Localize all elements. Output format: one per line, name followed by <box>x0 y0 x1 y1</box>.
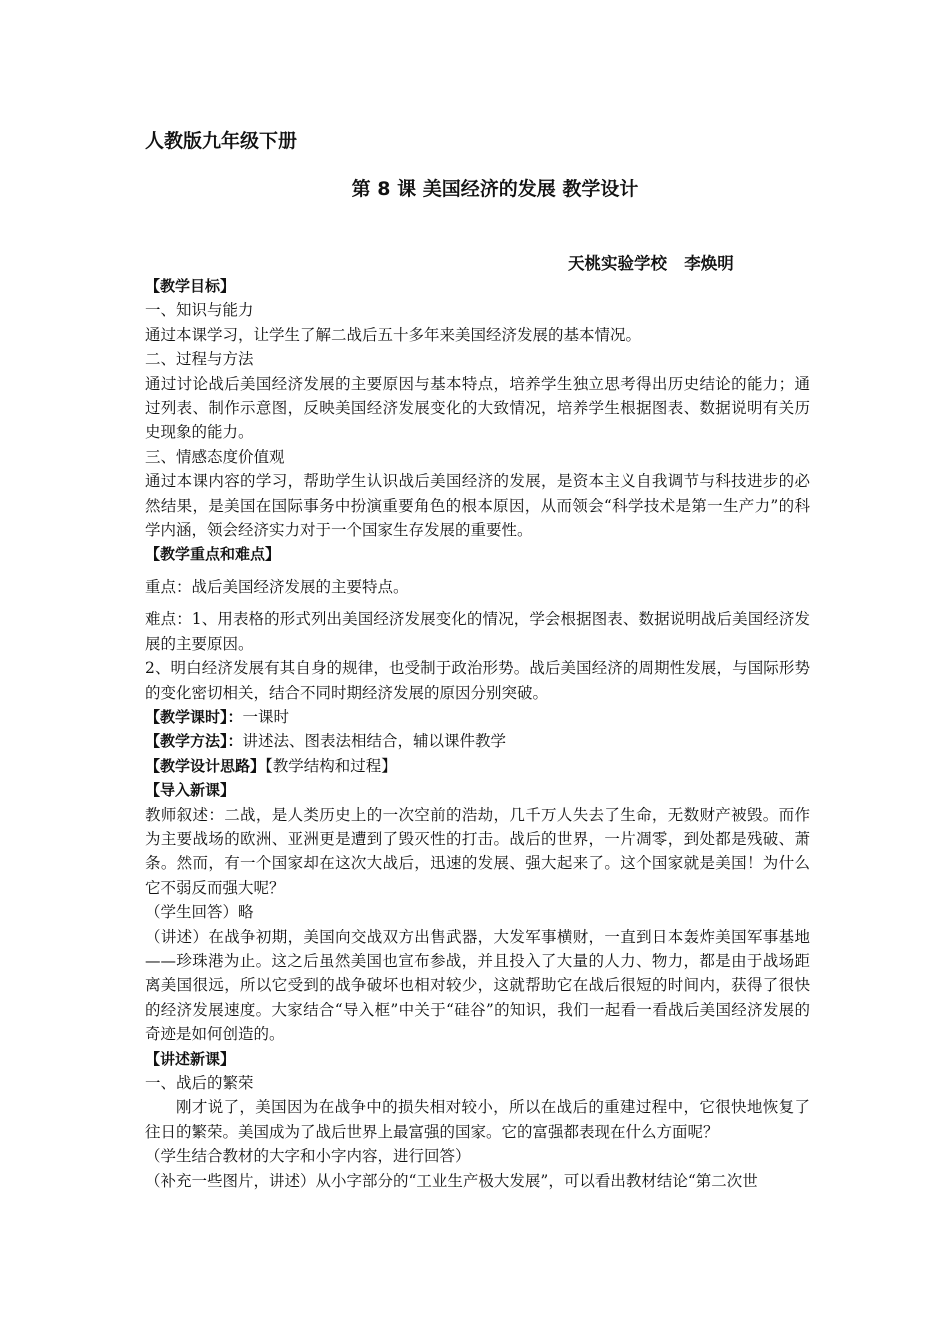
objective-3-title: 三、情感态度价值观 <box>145 447 285 466</box>
intro-heading: 【导入新课】 <box>145 781 236 800</box>
lesson-title: 第 8 课 美国经济的发展 教学设计 <box>351 178 639 200</box>
methods-label: 【教学方法】： <box>145 732 243 751</box>
hours-label: 【教学课时】： <box>145 707 243 726</box>
intro-paragraph-1: 教师叙述：二战，是人类历史上的一次空前的浩劫，几千万人失去了生命，无数财产被毁。而作为主要战场的欧洲、亚洲更是遭到了毁灭性的打击。战后的世界，一片凋零，到处都是残破、萧条。然而，有一个国家却在这次大战后，迅速的发展、强大起来了。这个国家就是美国！为什么它不弱反而强大呢？ <box>145 805 810 897</box>
book-heading: 人教版九年级下册 <box>145 130 298 152</box>
objectives-heading: 【教学目标】 <box>145 277 236 295</box>
design-line <box>145 754 810 778</box>
difficult-point-2: 2、明白经济发展有其自身的规律，也受制于政治形势。战后美国经济的周期性发展，与国际形势的变化密切相关，结合不同时期经济发展的原因分别突破。 <box>145 659 810 702</box>
methods-line <box>145 729 810 753</box>
lesson-paragraph-2: （学生结合教材的大字和小字内容，进行回答） <box>145 1147 471 1166</box>
design-label: 【教学设计思路】 <box>145 756 266 775</box>
objective-1-title: 一、知识与能力 <box>145 301 254 320</box>
author-line: 天桃实验学校 李焕明 <box>568 254 734 273</box>
lesson-heading: 【讲述新课】 <box>145 1049 236 1068</box>
difficult-point-1: 难点：1、用表格的形式列出美国经济发展变化的情况，学会根据图表、数据说明战后美国经济发展的主要原因。 <box>145 610 810 653</box>
lesson-paragraph-3: （补充一些图片，讲述）从小字部分的“工业生产极大发展”，可以看出教材结论“第二次世 <box>145 1171 758 1190</box>
key-points-heading: 【教学重点和难点】 <box>145 545 281 564</box>
objective-1-text: 通过本课学习，让学生了解二战后五十多年来美国经济发展的基本情况。 <box>145 325 642 344</box>
document-body <box>145 274 810 1193</box>
objective-2-title: 二、过程与方法 <box>145 350 254 369</box>
lesson-section-1-title: 一、战后的繁荣 <box>145 1074 254 1092</box>
key-point: 重点：战后美国经济发展的主要特点。 <box>145 577 409 596</box>
hours-line <box>145 705 810 729</box>
objective-2-text: 通过讨论战后美国经济发展的主要原因与基本特点，培养学生独立思考得出历史结论的能力；通过列表、制作示意图，反映美国经济发展变化的大致情况，培养学生根据图表、数据说明有关历史现象的能力。 <box>145 374 810 442</box>
intro-paragraph-3: （讲述）在战争初期，美国向交战双方出售武器，大发军事横财，一直到日本轰炸美国军事基地——珍珠港为止。这之后虽然美国也宣布参战，并且投入了大量的人力、物力，都是由于战场距离美国很远，所以它受到的战争破坏也相对较少，这就帮助它在战后很短的时间内，获得了很快的经济发展速度。大家结合“导入框”中关于“硅谷”的知识，我们一起看一看战后美国经济发展的奇迹是如何创造的。 <box>145 927 810 1044</box>
methods-value: 讲述法、图表法相结合，辅以课件教学 <box>242 732 507 751</box>
hours-value: 一课时 <box>242 707 290 726</box>
objective-3-text: 通过本课内容的学习，帮助学生认识战后美国经济的发展，是资本主义自我调节与科技进步的必然结果，是美国在国际事务中扮演重要角色的根本原因，从而领会“科学技术是第一生产力”的科学内涵，领会经济实力对于一个国家生存发展的重要性。 <box>145 472 810 540</box>
intro-paragraph-2: （学生回答）略 <box>145 903 254 922</box>
lesson-paragraph-1: 刚才说了，美国因为在战争中的损失相对较小，所以在战后的重建过程中，它很快地恢复了往日的繁荣。美国成为了战后世界上最富强的国家。它的富强都表现在什么方面呢？ <box>145 1098 810 1141</box>
design-value: 【教学结构和过程】 <box>265 756 397 775</box>
